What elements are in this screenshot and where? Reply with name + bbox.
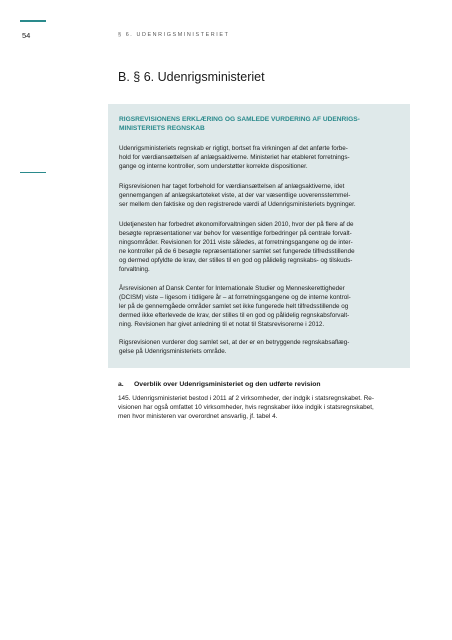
paragraph-line: gennemgangen af anlægskartoteket viste, at der var væsentlige uoverensstemmel- — [119, 192, 351, 199]
paragraph-line: Rigsrevisionen har taget forbehold for værdiansættelsen af anlægsaktiverne, idet — [119, 183, 345, 190]
audit-statement-box — [108, 104, 410, 368]
paragraph-line: hold for værdiansættelsen af anlægsaktiverne. Ministeriet har etableret forretnings- — [119, 154, 350, 161]
box-paragraph-2 — [119, 182, 403, 209]
box-paragraph-5 — [119, 338, 403, 356]
paragraph-line: ning. Revisionen har givet anledning til et notat til Statsrevisorerne i 2012. — [119, 321, 325, 328]
margin-accent-rule — [20, 172, 46, 173]
paragraph-line: dermed ikke efterlevede de krav, der stilles til en god og pålidelig regnskabsforvalt- — [119, 312, 350, 319]
paragraph-line: Udenrigsministeriets regnskab er rigtigt, bortset fra virkningen af det anførte forbe- — [119, 145, 348, 152]
paragraph-line: gange og interne kontroller, som understøtter korrekte dispositioner. — [119, 163, 308, 170]
paragraph-line: visionen har også omfattet 10 virksomheder, hvis regnskaber ikke indgik i statsregnskabet, — [118, 404, 374, 411]
running-header: § 6. UDENRIGSMINISTERIET — [118, 32, 230, 38]
section-title: B. § 6. Udenrigsministeriet — [118, 70, 265, 84]
body-paragraph — [118, 394, 418, 421]
paragraph-line: ne kontroller på de 6 besøgte repræsentationer samlet set fungerede tilfredsstillende — [119, 248, 355, 255]
paragraph-line: (DCISM) viste – ligesom i tidligere år – at forretningsgangene og de interne kontrol- — [119, 294, 351, 301]
box-paragraph-1 — [119, 144, 403, 171]
paragraph-line: ser mellem den faktiske og den registrerede værdi af Udenrigsministeriets bygninger. — [119, 201, 356, 208]
paragraph-line: gelse på Udenrigsministeriets område. — [119, 348, 227, 355]
box-paragraph-3 — [119, 220, 403, 274]
box-paragraph-4 — [119, 284, 403, 329]
box-heading-line: RIGSREVISIONENS ERKLÆRING OG SAMLEDE VURDERING AF UDENRIGS- — [119, 116, 360, 123]
paragraph-line: ler på de gennemgåede områder samlet set ikke fungerede helt tilfredsstillende og — [119, 303, 349, 310]
header-accent-rule — [20, 20, 46, 22]
paragraph-line: og dermed opfyldte de krav, der stilles til en god og pålidelig regnskabs- og tilskuds- — [119, 257, 353, 264]
paragraph-line: 145. Udenrigsministeriet bestod i 2011 af 2 virksomheder, der indgik i statsregnskabet. Re- — [118, 395, 374, 402]
paragraph-line: forvaltning. — [119, 266, 150, 273]
paragraph-line: besøgte repræsentationer var behov for væsentlige forbedringer på centrale forvalt- — [119, 230, 352, 237]
paragraph-line: men hvor ministeren var overordnet ansvarlig, jf. tabel 4. — [118, 413, 278, 420]
paragraph-line: ningsområder. Revisionen for 2011 viste således, at forretningsgangene og de inter- — [119, 239, 353, 246]
box-heading — [119, 115, 401, 133]
box-heading-line: MINISTERIETS REGNSKAB — [119, 125, 205, 132]
paragraph-line: Årsrevisionen af Dansk Center for Internationale Studier og Menneskerettigheder — [119, 285, 345, 292]
paragraph-line: Rigsrevisionen vurderer dog samlet set, at der er en betryggende regnskabsaflæg- — [119, 339, 350, 346]
page-number: 54 — [22, 31, 31, 40]
subsection-title: Overblik over Udenrigsministeriet og den udførte revision — [134, 381, 321, 388]
paragraph-line: Udetjenesten har forbedret økonomiforvaltningen siden 2010, hvor der på flere af de — [119, 221, 354, 228]
subsection-letter: a. — [118, 381, 124, 388]
